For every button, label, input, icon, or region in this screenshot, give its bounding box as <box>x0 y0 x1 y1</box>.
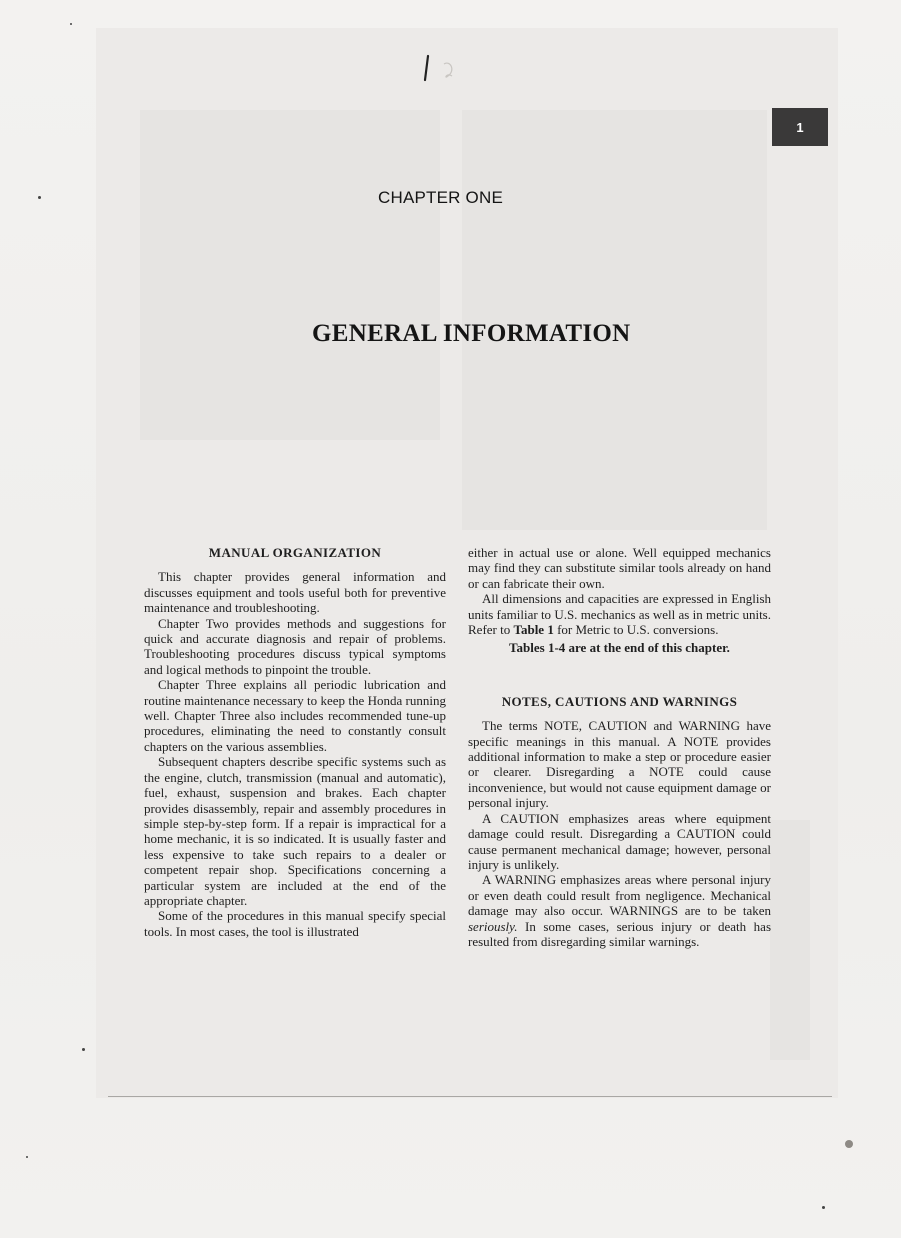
paragraph: This chapter provides general information and discusses equipment and tools useful both for preventive maintenance and troubleshooting. <box>144 569 446 616</box>
right-column <box>468 545 771 949</box>
text-run: A WARNING emphasizes areas where personal injury or even death could result from negligence. Mechanical damage may also occur. WARNINGS are to be taken <box>468 872 771 919</box>
section-heading-manual-organization: MANUAL ORGANIZATION <box>208 545 382 560</box>
paragraph: either in actual use or alone. Well equipped mechanics may find they can substitute similar tools already on hand or can fabricate their own. <box>468 545 771 591</box>
dust-speck <box>38 196 41 199</box>
handwritten-mark-icon <box>416 50 456 90</box>
paragraph: Chapter Three explains all periodic lubrication and routine maintenance necessary to keep the Honda running well. Chapter Three also includes recommended tune-up procedures, eliminating the need to constantly consult chapters on the various assemblies. <box>144 677 446 754</box>
chapter-label: CHAPTER ONE <box>378 188 503 207</box>
paragraph-warning <box>468 872 771 949</box>
show-through-lower-right <box>770 820 810 1060</box>
table-reference: Table 1 <box>513 622 554 638</box>
dust-speck <box>82 1048 85 1051</box>
show-through-left <box>140 110 440 440</box>
section-heading-notes-cautions-warnings: NOTES, CAUTIONS AND WARNINGS <box>501 693 738 709</box>
paragraph: The terms NOTE, CAUTION and WARNING have specific meanings in this manual. A NOTE provides additional information to make a step or procedure easier or clearer. Disregarding a NOTE could cause inconvenience, but would not cause equipment damage or personal injury. <box>468 718 771 811</box>
dust-speck <box>845 1140 853 1148</box>
paragraph: Subsequent chapters describe specific systems such as the engine, clutch, transmission (manual and automatic), fuel, exhaust, suspension and brakes. Each chapter provides disassembly, repair and assembly procedures in simple step-by-step form. If a repair is impractical for a home mechanic, it is so indicated. It is usually faster and less expensive to take such repairs to a dealer or competent repair shop. Specifications concerning a particular system are included at the end of the appropriate chapter. <box>144 754 446 908</box>
paragraph: Some of the procedures in this manual specify special tools. In most cases, the tool is illustrated <box>144 908 446 939</box>
text-run: In some cases, serious injury or death has resulted from disregarding similar warnings. <box>468 918 771 949</box>
dust-speck <box>822 1206 825 1209</box>
paragraph: A CAUTION emphasizes areas where equipment damage could result. Disregarding a CAUTION could cause permanent mechanical damage; however, personal injury is unlikely. <box>468 810 771 872</box>
page-title: GENERAL INFORMATION <box>312 320 631 347</box>
chapter-number-tab: 1 <box>772 108 828 146</box>
paragraph: Chapter Two provides methods and suggestions for quick and accurate diagnosis and repair of problems. Troubleshooting procedures discuss typical symptoms and logical methods to pinpoint the trouble. <box>144 615 446 677</box>
left-column <box>144 545 446 939</box>
text-run: for Metric to U.S. conversions. <box>553 622 719 638</box>
sheet-bottom-edge <box>108 1096 832 1097</box>
tables-note: Tables 1-4 are at the end of this chapter. <box>509 640 730 656</box>
paragraph-units <box>468 591 771 637</box>
emphasis: seriously. <box>468 918 518 934</box>
text-run: All dimensions and capacities are expressed in English units familiar to U.S. mechanics as well as in metric units. Refer to <box>468 591 771 638</box>
dust-speck <box>26 1156 28 1158</box>
dust-speck <box>70 23 72 25</box>
